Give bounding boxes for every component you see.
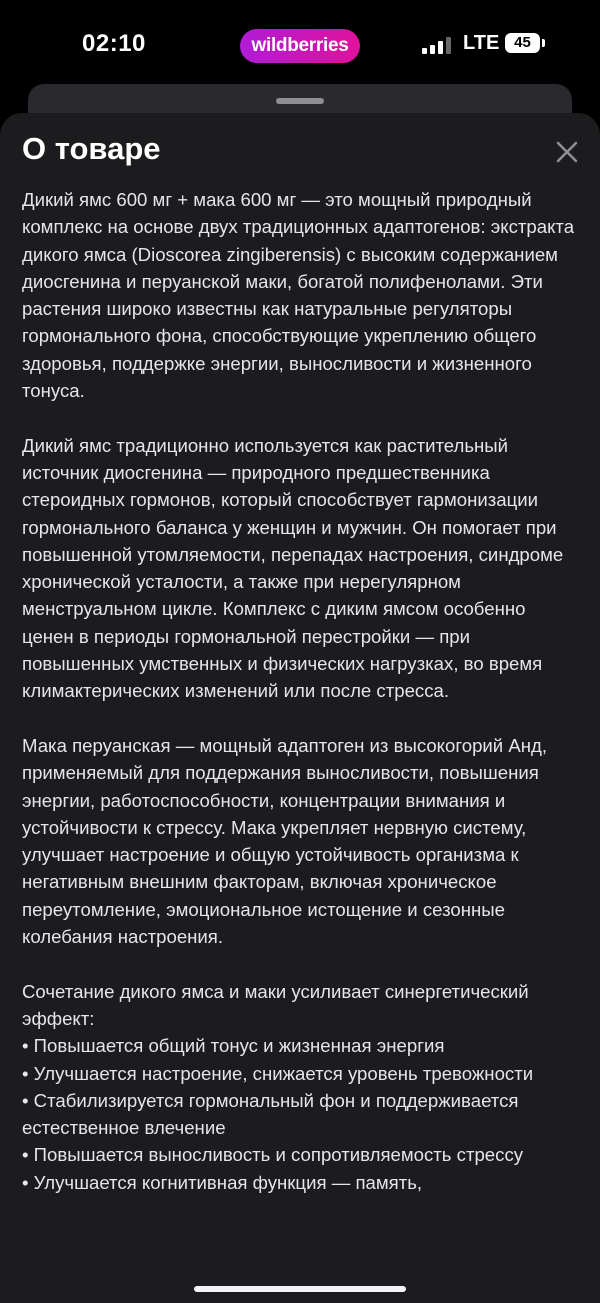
battery-tip	[542, 39, 545, 47]
battery-icon: 45	[505, 33, 540, 53]
status-time: 02:10	[82, 30, 146, 57]
list-item: • Повышается выносливость и сопротивляемость стрессу	[22, 1144, 524, 1166]
home-indicator[interactable]	[194, 1286, 406, 1292]
status-bar	[0, 0, 600, 90]
description-paragraph: Дикий ямс традиционно используется как растительный источник диосгенина — природного предшественника стероидных гормонов, который способствует гармонизации гормонального баланса у женщин и мужчин. Он помогает при повышенной утомляемости, перепадах настроения, синдроме хронической усталости, а также при нерегулярном менструальном цикле. Комплекс с диким ямсом особенно ценен в периоды гормональной перестройки — при повышенных умственных и физических нагрузках, во время климактерических изменений или после стресса.	[22, 434, 564, 702]
list-item: • Повышается общий тонус и жизненная энергия	[22, 1035, 445, 1057]
list-intro: Сочетание дикого ямса и маки усиливает синергетический эффект:	[22, 980, 529, 1029]
description-paragraph: Мака перуанская — мощный адаптоген из высокогорий Анд, применяемый для поддержания выносливости, повышения энергии, работоспособности, концентрации внимания и устойчивости к стрессу. Мака укрепляет нервную систему, улучшает настроение и общую устойчивость организма к негативным внешним факторам, включая хроническое переутомление, эмоциональное истощение и сезонные колебания настроения.	[22, 734, 548, 948]
list-item: • Стабилизируется гормональный фон и поддерживается естественное влечение	[22, 1089, 519, 1139]
cellular-signal-icon	[422, 36, 454, 54]
close-button[interactable]	[552, 137, 582, 167]
close-icon	[552, 137, 582, 167]
product-description-sheet	[0, 113, 600, 1303]
brand-logo: wildberries	[240, 29, 360, 63]
list-item: • Улучшается настроение, снижается уровень тревожности	[22, 1062, 534, 1084]
list-item: • Улучшается когнитивная функция — память,	[22, 1171, 423, 1193]
description-text	[22, 186, 582, 1196]
network-type: LTE	[463, 32, 500, 54]
sheet-title: О товаре	[22, 131, 161, 166]
background-sheet-handle[interactable]	[276, 98, 324, 104]
description-paragraph: Дикий ямс 600 мг + мака 600 мг — это мощный природный комплекс на основе двух традиционных адаптогенов: экстракта дикого ямса (Dioscorea zingiberensis) с высоким содержанием диосгенина и перуанской маки, богатой полифенолами. Эти растения широко известны как натуральные регуляторы гормонального фона, способствующие укреплению общего здоровья, поддержке энергии, выносливости и жизненного тонуса.	[22, 189, 575, 402]
